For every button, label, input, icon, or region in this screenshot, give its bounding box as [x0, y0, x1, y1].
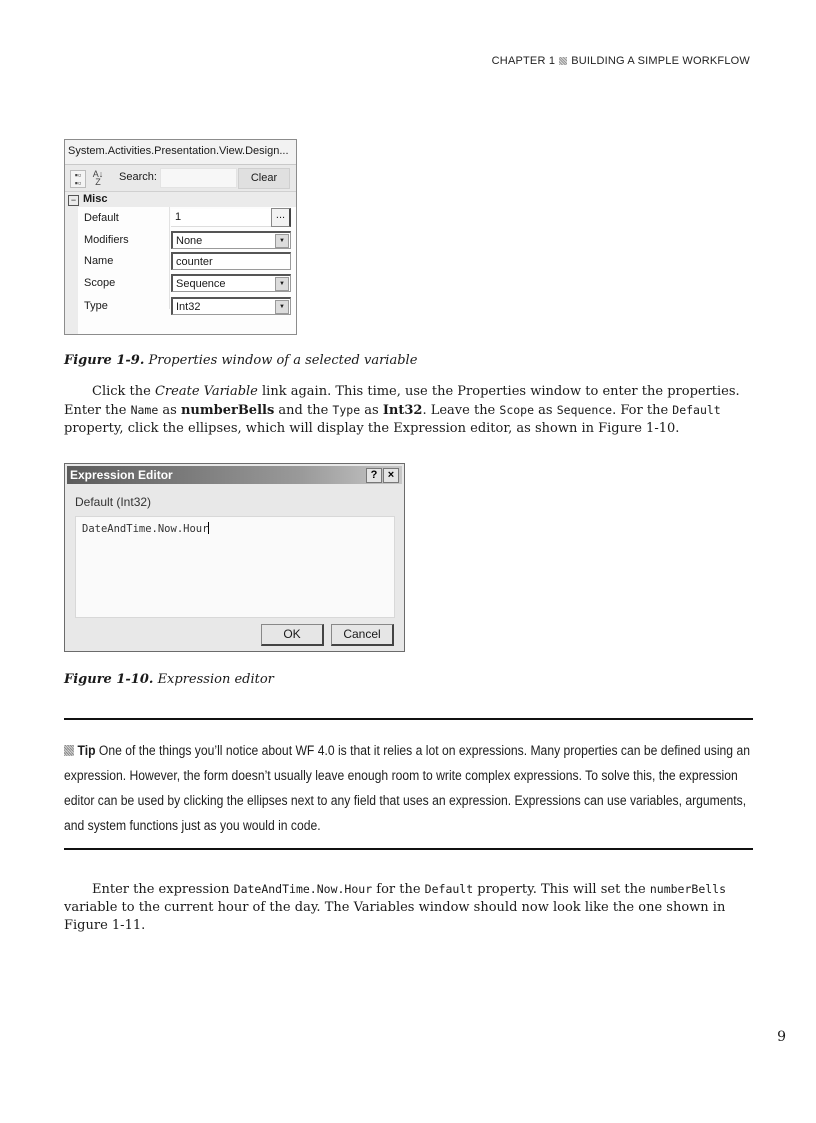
text-run: property, click the ellipses, which will display the Expression editor, as shown in Figure 1-10.	[64, 421, 680, 436]
figure-caption-text: Properties window of a selected variable	[148, 353, 418, 368]
close-button[interactable]: ×	[383, 468, 399, 483]
text-run: as	[360, 403, 383, 418]
bold-term: Int32	[382, 403, 423, 418]
section-title: BUILDING A SIMPLE WORKFLOW	[571, 55, 750, 67]
expression-editor-titlebar	[67, 466, 402, 484]
chapter-label: CHAPTER 1	[491, 55, 556, 67]
properties-window	[64, 139, 297, 335]
property-row-default	[65, 208, 296, 230]
search-input[interactable]	[160, 168, 237, 188]
name-input[interactable]: counter	[171, 252, 291, 270]
text-run: as	[534, 403, 557, 418]
collapse-icon[interactable]: −	[68, 195, 79, 206]
page-number: 9	[777, 1029, 786, 1045]
text-run: variable to the current hour of the day. The Variables window should now look like the one shown in Figure 1-11.	[64, 900, 726, 933]
code-term: numberBells	[649, 882, 727, 896]
code-term: Scope	[499, 403, 535, 417]
text-run: Enter the expression	[92, 882, 234, 897]
text-run: . Leave the	[422, 403, 500, 418]
body-paragraph	[64, 880, 754, 935]
text-run: . For the	[612, 403, 673, 418]
tip-box	[64, 738, 753, 838]
figure-caption-text: Expression editor	[157, 672, 274, 687]
expression-textarea[interactable]	[75, 516, 395, 618]
property-row-scope	[65, 273, 296, 295]
property-label: Type	[84, 300, 108, 312]
figure-caption	[64, 672, 274, 687]
text-cursor	[208, 522, 209, 534]
scope-select[interactable]	[171, 274, 291, 292]
dropdown-arrow-icon[interactable]: ▼	[275, 300, 289, 314]
window-title: Expression Editor	[70, 468, 173, 482]
code-term: Default	[424, 882, 474, 896]
figure-caption	[64, 353, 417, 368]
dropdown-arrow-icon[interactable]: ▼	[275, 277, 289, 291]
scope-value: Sequence	[176, 278, 226, 290]
figure-number: Figure 1-9.	[64, 353, 145, 368]
property-label: Default	[84, 212, 119, 224]
text-run: Click the	[92, 384, 155, 399]
alphabetical-sort-icon[interactable]: A↓ Z	[92, 169, 104, 187]
properties-toolbar	[65, 165, 296, 192]
type-select[interactable]	[171, 297, 291, 315]
property-label: Name	[84, 255, 114, 267]
body-paragraph	[64, 383, 754, 438]
property-label: Scope	[84, 277, 116, 289]
text-run: for the	[372, 882, 425, 897]
text-run: property. This will set the	[473, 882, 650, 897]
code-term: Type	[332, 403, 361, 417]
properties-window-title: System.Activities.Presentation.View.Design...	[65, 140, 296, 165]
clear-button[interactable]: Clear	[238, 168, 290, 189]
property-row-name	[65, 251, 296, 273]
tip-label: Tip	[77, 743, 96, 758]
figure-number: Figure 1-10.	[64, 672, 154, 687]
category-misc[interactable]	[65, 192, 296, 207]
running-header	[492, 55, 750, 67]
default-value-field[interactable]	[171, 209, 291, 227]
code-term: Sequence	[556, 403, 613, 417]
dropdown-arrow-icon[interactable]: ▼	[275, 234, 289, 248]
expression-text: DateAndTime.Now.Hour	[82, 523, 209, 535]
tip-bottom-rule	[64, 848, 753, 850]
tip-icon	[64, 745, 74, 756]
ok-button[interactable]: OK	[261, 624, 324, 646]
type-value: Int32	[176, 301, 201, 313]
modifiers-select[interactable]	[171, 231, 291, 249]
category-label: Misc	[83, 193, 108, 205]
code-term: DateAndTime.Now.Hour	[233, 882, 373, 896]
cancel-button[interactable]: Cancel	[331, 624, 394, 646]
ellipsis-button[interactable]: ...	[271, 208, 291, 227]
property-row-type	[65, 296, 296, 318]
text-run: and the	[274, 403, 333, 418]
text-run: as	[158, 403, 181, 418]
expression-target-label: Default (Int32)	[75, 495, 152, 509]
property-row-modifiers	[65, 230, 296, 252]
create-variable-link-text: Create Variable	[154, 384, 258, 399]
default-value: 1	[175, 211, 182, 223]
modifiers-value: None	[176, 235, 203, 247]
help-button[interactable]: ?	[366, 468, 382, 483]
code-term: Default	[672, 403, 721, 417]
text-run: link again. This time, use the Properties window to enter the properties. Enter the	[64, 384, 740, 418]
bold-term: numberBells	[180, 403, 275, 418]
code-term: Name	[130, 403, 159, 417]
categorized-view-icon[interactable]: ▪▫ ▪▫	[70, 170, 86, 188]
search-label: Search:	[119, 171, 157, 183]
expression-editor-window	[64, 463, 405, 652]
tip-text: One of the things you’ll notice about WF 4.0 is that it relies a lot on expressions. Many properties can be defined using an expression. However, the form doesn’t usually leave enough room to write complex expressions. To solve this, the expression editor can be used by clicking the ellipses next to any field that uses an expression. Expressions can use variables, arguments, and system functions just as you would in code.	[64, 743, 750, 833]
property-label: Modifiers	[84, 234, 129, 246]
tip-top-rule	[64, 718, 753, 720]
separator-icon	[559, 57, 567, 65]
